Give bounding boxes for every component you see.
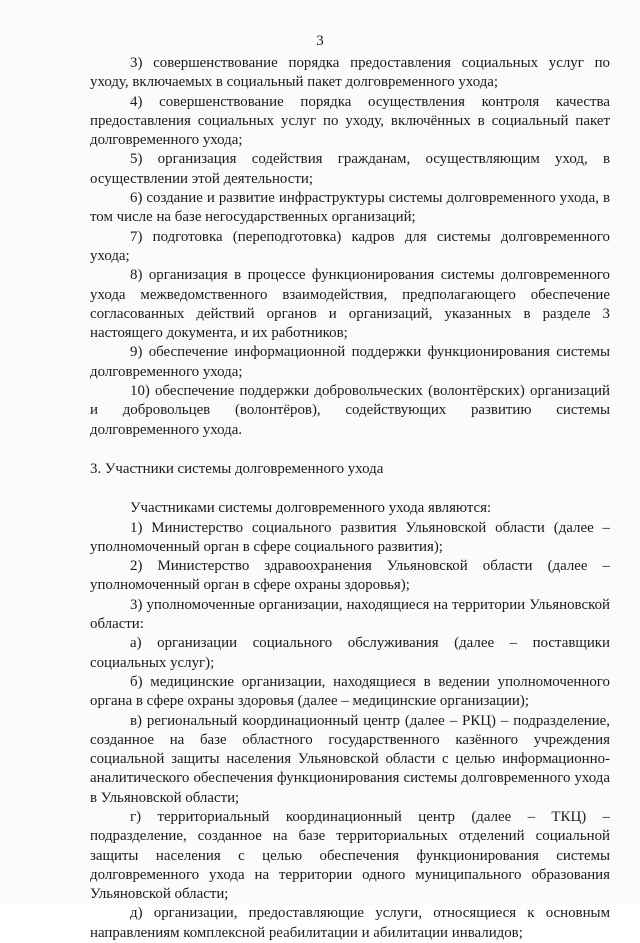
participant-subitem-d: д) организации, предоставляющие услуги, относящиеся к основным направлениям комплексной реабилитации и абилитации инвалидов; [90, 905, 610, 941]
participant-subitem-v: в) региональный координационный центр (далее – РКЦ) – подразделение, созданное на базе областного государственного казённого учреждения социальной защиты населения Ульяновской области с целью информационно-аналитического обеспечения функционирования системы долговременного ухода в Ульяновской области; [90, 712, 610, 806]
list-item-3: 3) совершенствование порядка предоставления социальных услуг по уходу, включаемых в социальный пакет долговременного ухода; [90, 55, 610, 91]
list-item-8: 8) организация в процессе функционирования системы долговременного ухода межведомственного взаимодействия, предполагающего обеспечение согласованных действий органов и организаций, указанных в разделе 3 настоящего документа, и их работников; [90, 267, 610, 342]
list-item-5: 5) организация содействия гражданам, осуществляющим уход, в осуществлении этой деятельности; [90, 151, 610, 187]
list-item-10: 10) обеспечение поддержки добровольческих (волонтёрских) организаций и добровольцев (волонтёров), содействующих развитию системы долговременного ухода. [90, 383, 610, 438]
list-item-7: 7) подготовка (переподготовка) кадров для системы долговременного ухода; [90, 228, 610, 264]
list-item-9: 9) обеспечение информационной поддержки функционирования системы долговременного ухода; [90, 344, 610, 380]
document-body [90, 54, 610, 943]
participant-subitem-a: а) организации социального обслуживания (далее – поставщики социальных услуг); [90, 635, 610, 671]
section-heading: 3. Участники системы долговременного ухода [90, 460, 384, 477]
page-number: 3 [316, 33, 324, 49]
participant-item-3: 3) уполномоченные организации, находящиеся на территории Ульяновской области: [90, 596, 610, 633]
participant-subitem-b: б) медицинские организации, находящиеся в ведении уполномоченного органа в сфере охраны здоровья (далее – медицинские организации); [90, 673, 610, 710]
participants-intro: Участниками системы долговременного ухода являются: [130, 500, 492, 517]
list-item-4: 4) совершенствование порядка осуществления контроля качества предоставления социальных услуг по уходу, включённых в социальный пакет долговременного ухода; [90, 93, 610, 149]
participant-item-1: 1) Министерство социального развития Ульяновской области (далее – уполномоченный орган в сфере социального развития); [90, 519, 610, 555]
participant-subitem-g: г) территориальный координационный центр (далее – ТКЦ) – подразделение, созданное на базе территориальных отделений социальной защиты населения с целью обеспечения функционирования системы долговременного ухода на территории одного муниципального образования Ульяновской области; [90, 808, 610, 903]
participant-item-2: 2) Министерство здравоохранения Ульяновской области (далее – уполномоченный орган в сфере охраны здоровья); [90, 558, 610, 594]
list-item-6: 6) создание и развитие инфраструктуры системы долговременного ухода, в том числе на базе негосударственных организаций; [90, 190, 610, 226]
